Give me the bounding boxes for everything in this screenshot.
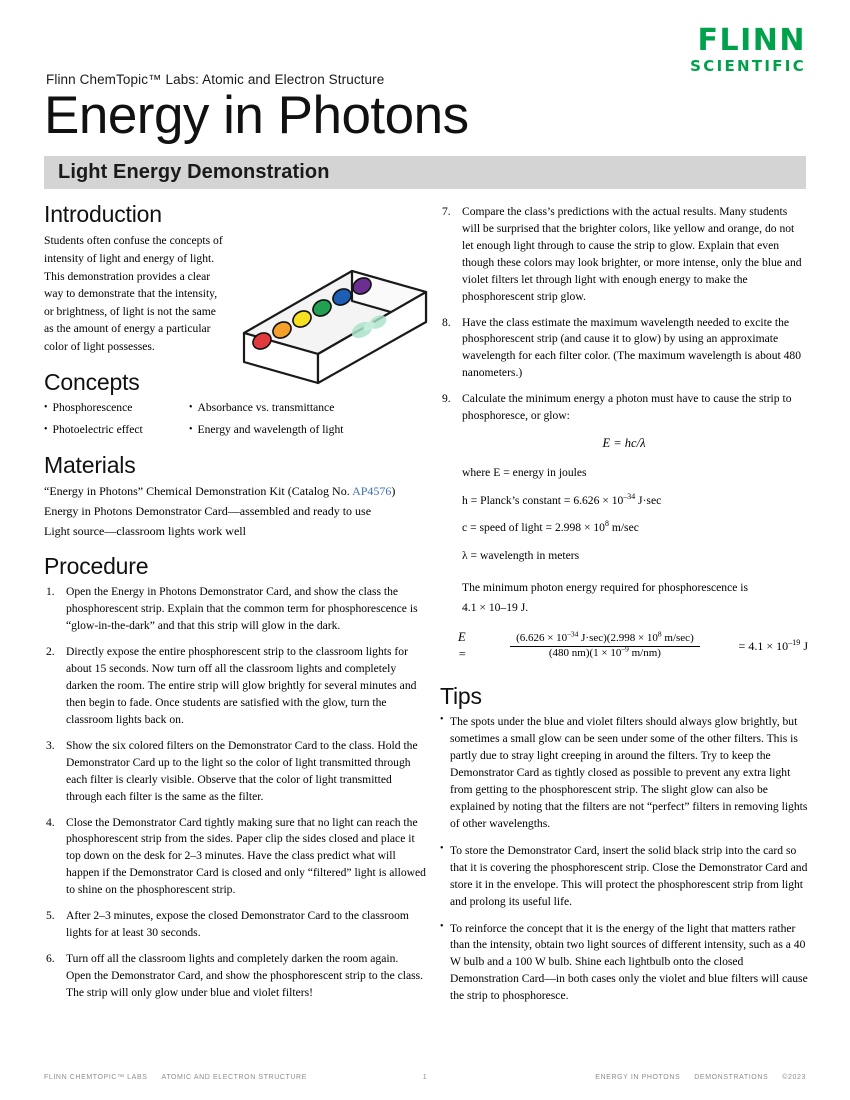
- page-title: Energy in Photons: [44, 86, 469, 145]
- equation-definition-value: energy in joules: [512, 465, 587, 479]
- concept-item: • Phosphorescence: [44, 400, 189, 416]
- tips-heading: Tips: [440, 683, 482, 710]
- procedure-step: Calculate the minimum energy a photon must have to cause the strip to phosphoresce, or glow:: [462, 392, 792, 423]
- equation-definition-value: wavelength in meters: [479, 549, 580, 563]
- procedure-heading: Procedure: [44, 553, 149, 580]
- concept-item: • Photoelectric effect: [44, 422, 189, 438]
- right-column: [440, 202, 808, 1015]
- equation-definition: [440, 493, 808, 510]
- procedure-step: Turn off all the classroom lights and completely darken the room again. Open the Demonstrator Card, and show the phosphorescent strip to the class. The strip will only glow under blue and violet filters!: [66, 951, 424, 999]
- tip-item: • The spots under the blue and violet filters should always glow brightly, but sometimes a small glow can be seen under some of the other filters. This is partly due to stray light creeping in around the filters. Try to keep the Demonstrator Card as tightly closed as possible to prevent any extra light from getting to the phosphorescent strip. The slight glow can also be explained by noting that the filters are not “perfect” filters in removing lights of other wavelengths.: [440, 714, 808, 832]
- footer-series: FLINN CHEMTOPIC™ LABS: [44, 1073, 148, 1081]
- procedure-step: After 2–3 minutes, expose the closed Demonstrator Card to the classroom lights for at least 30 seconds.: [66, 909, 409, 940]
- materials-line: Energy in Photons Demonstrator Card—assembled and ready to use: [44, 504, 372, 519]
- equation-definition: [440, 465, 808, 482]
- concepts-heading: Concepts: [44, 368, 140, 395]
- logo-scientific-text: SCIENTIFIC: [690, 57, 806, 75]
- photon-energy-equation: E = hc/λ: [602, 436, 646, 451]
- materials-line: [44, 483, 426, 500]
- catalog-number-link[interactable]: AP4576: [352, 484, 392, 499]
- procedure-step: Directly expose the entire phosphorescent strip to the classroom lights for about 15 seconds. Now turn off all the classroom lights and completely darken the room. The entire strip will glow brightly for several minutes and then begin to fade. Once students are satisfied with the glow, turn the classroom lights back on.: [66, 645, 417, 726]
- rhs-part-a: = 4.1 × 10: [738, 638, 789, 653]
- rhs-exp: –19: [788, 637, 801, 647]
- equals-sign: =: [470, 549, 478, 563]
- numerator-part-a: (6.626 × 10: [516, 631, 568, 644]
- numerator-exp-a: –34: [567, 629, 579, 639]
- introduction-text: Students often confuse the concepts of intensity of light and energy of light. This demonstration provides a clear way to demonstrate that the intensity, or brightness, of light is not the same as the amount of energy a particular color of light possesses.: [44, 234, 223, 353]
- unit: m/sec: [608, 521, 639, 535]
- denominator-part-b: m/nm): [628, 647, 661, 660]
- procedure-step: Close the Demonstrator Card tightly making sure that no light can reach the phosphorescent strip from the sides. Paper clip the sides closed and place it top down on the desk for 2–3 minutes. Have the class predict what will happen if the Demonstrator Card is closed and only “filtered” light is allowed to shine on the phosphorescent strip.: [66, 815, 426, 897]
- denominator-exp: –9: [621, 644, 629, 654]
- footer-copyright: ©2023: [782, 1073, 806, 1081]
- exponent: 8: [604, 519, 609, 529]
- equation-definition: [440, 520, 808, 537]
- equation-definition-value: Planck’s constant = 6.626 × 10: [480, 493, 624, 507]
- demonstrator-card-illustration: [230, 250, 440, 398]
- equation-definition-value: speed of light = 2.998 × 10: [479, 521, 605, 535]
- procedure-list-right: [440, 204, 808, 425]
- concept-item: • Energy and wavelength of light: [189, 422, 426, 438]
- series-kicker: Flinn ChemTopic™ Labs: Atomic and Electron Structure: [46, 72, 385, 87]
- equation-definition-label: c: [462, 521, 468, 535]
- equals-sign: =: [470, 521, 477, 535]
- demonstrator-card-figure: [230, 250, 440, 398]
- tip-item: • To store the Demonstrator Card, insert the solid black strip into the card so that it is covering the phosphorescent strip. Close the Demonstrator Card and store it in the envelope. This will protect the phosphorescent strip from light and prolong its useful life.: [440, 843, 808, 911]
- materials-line-text: “Energy in Photons” Chemical Demonstration Kit (Catalog No.: [44, 484, 353, 499]
- materials-heading: Materials: [44, 451, 136, 478]
- exponent: –34: [623, 491, 636, 501]
- equation-definition: [440, 548, 808, 565]
- footer-activity: ENERGY IN PHOTONS: [595, 1073, 681, 1081]
- left-column: [44, 202, 426, 1011]
- equals-sign: =: [503, 465, 510, 479]
- procedure-step: Show the six colored filters on the Demonstrator Card to the class. Hold the Demonstrator Card up to the light so the color of light transmitted through each filter is clearly visible. Observe that the color of light transmitted through each filter is the same as the filter.: [66, 738, 418, 803]
- tip-item: • To reinforce the concept that it is the energy of the light that matters rather than the intensity, obtain two light sources of different intensity, such as a 40 W bulb and a 100 W bulb. Shine each lightbulb onto the closed Demonstration Card—in both cases only the violet and blue filters will cause the strip to phosphoresce.: [440, 921, 808, 1006]
- footer-topic: ATOMIC AND ELECTRON STRUCTURE: [161, 1073, 307, 1081]
- numerator-part-c: m/sec): [661, 631, 694, 644]
- worked-equation-rhs: [739, 638, 808, 655]
- concepts-list: [44, 400, 426, 439]
- procedure-list-left: [44, 584, 426, 1001]
- materials-line: Light source—classroom lights work well: [44, 524, 246, 539]
- unit: J·sec: [635, 493, 662, 507]
- introduction-heading: Introduction: [44, 201, 162, 227]
- flinn-scientific-logo: [690, 23, 806, 75]
- worked-equation-lhs: E =: [458, 629, 467, 662]
- equation-definition-label: h: [462, 493, 468, 507]
- subtitle-band-label: Light Energy Demonstration: [58, 161, 330, 183]
- procedure-step: Open the Energy in Photons Demonstrator Card, and show the class the phosphorescent strip. Explain that the common term for phosphorescence is “glow-in-the-dark” and that this strip will glow in the dark.: [66, 585, 418, 633]
- equation-definition-label: λ: [462, 549, 468, 563]
- tips-list: [440, 714, 808, 1005]
- subtitle-band: [44, 156, 806, 189]
- result-text-line1: The minimum photon energy required for phosphorescence is: [462, 581, 749, 594]
- materials-line-post: ): [391, 484, 396, 499]
- worked-equation-fraction: [479, 631, 730, 662]
- logo-flinn-text: FLINN: [697, 23, 806, 58]
- procedure-step: Compare the class’s predictions with the actual results. Many students will be surprised that the brighter colors, like yellow and orange, do not let enough light through to cause the strip to glow. Explain that even though these colors may look brighter, or more intense, only the blue and violet filters let through light with enough energy to make the phosphorescent strip glow.: [462, 205, 802, 303]
- worked-equation-denominator: [543, 645, 667, 659]
- equation-definition-label: where E: [462, 465, 501, 479]
- footer-category: DEMONSTRATIONS: [694, 1073, 769, 1081]
- numerator-exp-b: 8: [657, 629, 662, 639]
- result-text-line2: 4.1 × 10–19 J.: [462, 600, 529, 614]
- denominator-part-a: (480 nm)(1 × 10: [548, 647, 622, 660]
- rhs-part-b: J: [800, 638, 808, 653]
- equals-sign: =: [470, 493, 478, 507]
- concept-item: • Absorbance vs. transmittance: [189, 400, 426, 416]
- page-footer: [44, 1070, 806, 1084]
- footer-page-number: 1: [422, 1073, 428, 1081]
- numerator-part-b: J·sec)(2.998 × 10: [578, 631, 658, 644]
- procedure-step: Have the class estimate the maximum wavelength needed to excite the phosphorescent strip (and cause it to glow) by using an approximate wavelength for each filter color. (The maximum wavelength is about 480 nanometers.): [462, 315, 802, 380]
- worked-equation: [458, 629, 808, 665]
